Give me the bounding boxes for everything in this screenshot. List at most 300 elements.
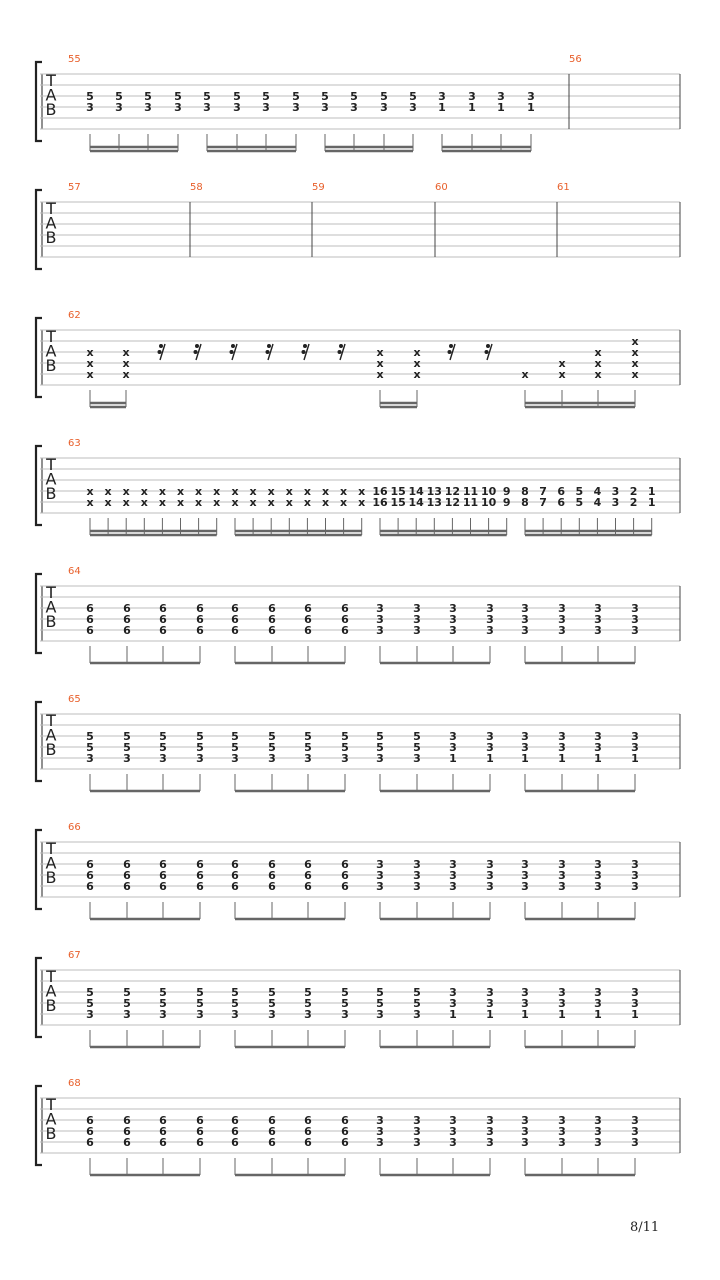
fret-number: 3 xyxy=(449,602,457,615)
fret-number: 3 xyxy=(631,1125,639,1138)
fret-number: 3 xyxy=(594,1136,602,1149)
tab-clef-letter: T xyxy=(46,199,56,218)
fret-number: 3 xyxy=(521,880,529,893)
tab-clef-letter: A xyxy=(45,341,57,361)
fret-number: 3 xyxy=(376,613,384,626)
fret-number: 3 xyxy=(611,496,620,509)
dead-note: x xyxy=(122,357,130,370)
fret-number: 3 xyxy=(304,1008,312,1021)
rest-flag-dot xyxy=(159,344,163,348)
fret-number: 6 xyxy=(196,624,204,637)
fret-number: 1 xyxy=(497,101,505,114)
rest-flag-dot xyxy=(266,350,270,354)
fret-number: 3 xyxy=(468,90,476,103)
fret-number: 3 xyxy=(521,624,529,637)
fret-number: 6 xyxy=(159,602,167,615)
fret-number: 5 xyxy=(123,741,131,754)
fret-number: 6 xyxy=(86,1125,94,1138)
fret-number: 5 xyxy=(231,730,239,743)
fret-number: x xyxy=(213,485,221,498)
fret-number: 2 xyxy=(629,485,638,498)
fret-number: 3 xyxy=(438,90,446,103)
fret-number: 6 xyxy=(304,1125,312,1138)
fret-number: 1 xyxy=(558,752,566,765)
fret-number: 3 xyxy=(631,730,639,743)
fret-number: 6 xyxy=(231,1136,239,1149)
fret-number: x xyxy=(122,496,130,509)
fret-number: 6 xyxy=(304,602,312,615)
fret-number: 1 xyxy=(594,1008,602,1021)
fret-number: 3 xyxy=(413,869,421,882)
tab-clef-letter: B xyxy=(45,996,57,1015)
dead-note: x xyxy=(376,357,384,370)
measure-number: 58 xyxy=(190,182,203,193)
dead-note: x xyxy=(86,346,94,359)
fret-number: 3 xyxy=(449,997,457,1010)
fret-number: x xyxy=(86,496,94,509)
fret-number: 5 xyxy=(376,986,384,999)
fret-number: 3 xyxy=(521,858,529,871)
fret-number: 5 xyxy=(196,986,204,999)
fret-number: 3 xyxy=(486,602,494,615)
fret-number: 3 xyxy=(304,752,312,765)
fret-number: 6 xyxy=(341,613,349,626)
fret-number: x xyxy=(285,485,293,498)
fret-number: 3 xyxy=(558,858,566,871)
fret-number: 6 xyxy=(268,1114,276,1127)
fret-number: 3 xyxy=(341,752,349,765)
fret-number: 6 xyxy=(196,613,204,626)
fret-number: 4 xyxy=(593,485,602,498)
fret-number: x xyxy=(104,496,112,509)
fret-number: 1 xyxy=(486,1008,494,1021)
fret-number: 8 xyxy=(521,496,529,509)
fret-number: x xyxy=(195,496,203,509)
fret-number: 5 xyxy=(575,496,584,509)
fret-number: 10 xyxy=(480,496,497,509)
fret-number: 3 xyxy=(558,997,566,1010)
fret-number: 6 xyxy=(268,869,276,882)
dead-note: x xyxy=(413,346,421,359)
fret-number: 5 xyxy=(268,730,276,743)
fret-number: x xyxy=(176,485,185,498)
fret-number: 6 xyxy=(196,858,204,871)
fret-number: 9 xyxy=(502,485,511,498)
fret-number: 6 xyxy=(196,1136,204,1149)
fret-number: 3 xyxy=(86,101,94,114)
measure-number: 63 xyxy=(68,438,81,449)
fret-number: 3 xyxy=(144,101,152,114)
tab-clef-letter: T xyxy=(46,583,56,602)
measure-number: 60 xyxy=(435,182,448,193)
fret-number: 3 xyxy=(413,858,421,871)
measure-number: 66 xyxy=(68,822,81,833)
fret-number: x xyxy=(321,496,330,509)
fret-number: 6 xyxy=(231,858,239,871)
fret-number: 3 xyxy=(558,1136,566,1149)
fret-number: 5 xyxy=(144,90,152,103)
fret-number: 3 xyxy=(231,1008,239,1021)
fret-number: 5 xyxy=(304,741,312,754)
fret-number: 1 xyxy=(594,752,602,765)
fret-number: 1 xyxy=(558,1008,566,1021)
fret-number: 3 xyxy=(631,613,639,626)
fret-number: 10 xyxy=(480,485,497,498)
fret-number: 3 xyxy=(449,858,457,871)
fret-number: 6 xyxy=(268,602,276,615)
fret-number: 3 xyxy=(611,485,620,498)
tab-clef-letter: A xyxy=(45,469,57,489)
tab-clef-letter: T xyxy=(46,1095,56,1114)
fret-number: 6 xyxy=(341,1114,349,1127)
fret-number: x xyxy=(303,496,311,509)
dead-note: x xyxy=(376,368,384,381)
fret-number: 3 xyxy=(86,1008,94,1021)
rest-flag-dot xyxy=(303,344,307,348)
fret-number: 3 xyxy=(558,730,566,743)
fret-number: 6 xyxy=(196,1125,204,1138)
fret-number: 1 xyxy=(631,752,639,765)
fret-number: 1 xyxy=(468,101,476,114)
fret-number: 3 xyxy=(123,752,131,765)
tab-clef-letter: B xyxy=(45,740,57,759)
fret-number: 6 xyxy=(86,624,94,637)
rest-flag-dot xyxy=(230,350,234,354)
fret-number: 3 xyxy=(521,1125,529,1138)
rest-flag-dot xyxy=(195,344,199,348)
fret-number: 5 xyxy=(268,741,276,754)
fret-number: 3 xyxy=(594,986,602,999)
fret-number: 3 xyxy=(594,741,602,754)
fret-number: 6 xyxy=(123,602,131,615)
fret-number: 5 xyxy=(86,730,94,743)
fret-number: 5 xyxy=(350,90,358,103)
rest-flag-dot xyxy=(448,350,452,354)
fret-number: 3 xyxy=(558,613,566,626)
dead-note: x xyxy=(631,357,639,370)
fret-number: 6 xyxy=(123,869,131,882)
dead-note: x xyxy=(631,346,639,359)
fret-number: 6 xyxy=(341,1136,349,1149)
fret-number: 13 xyxy=(426,496,442,509)
fret-number: 3 xyxy=(376,624,384,637)
fret-number: 3 xyxy=(521,997,529,1010)
fret-number: 3 xyxy=(558,880,566,893)
fret-number: 6 xyxy=(231,869,239,882)
fret-number: 6 xyxy=(159,869,167,882)
fret-number: 5 xyxy=(376,741,384,754)
fret-number: 5 xyxy=(123,997,131,1010)
fret-number: 12 xyxy=(444,485,461,498)
fret-number: 3 xyxy=(376,1114,384,1127)
dead-note: x xyxy=(86,357,94,370)
fret-number: 5 xyxy=(341,741,349,754)
fret-number: 6 xyxy=(196,880,204,893)
fret-number: 3 xyxy=(262,101,270,114)
fret-number: 6 xyxy=(304,858,312,871)
rest-flag-dot xyxy=(267,344,271,348)
fret-number: 3 xyxy=(521,602,529,615)
fret-number: 6 xyxy=(268,1136,276,1149)
fret-number: 1 xyxy=(449,752,457,765)
fret-number: 3 xyxy=(409,101,417,114)
dead-note: x xyxy=(86,368,94,381)
fret-number: 15 xyxy=(390,485,406,498)
fret-number: 5 xyxy=(413,730,421,743)
fret-number: 6 xyxy=(196,602,204,615)
fret-number: 3 xyxy=(521,730,529,743)
fret-number: 6 xyxy=(557,496,566,509)
fret-number: 3 xyxy=(521,986,529,999)
fret-number: 6 xyxy=(304,869,312,882)
fret-number: 3 xyxy=(413,613,421,626)
fret-number: 3 xyxy=(449,741,457,754)
tab-clef-letter: A xyxy=(45,213,57,233)
fret-number: 6 xyxy=(123,613,131,626)
fret-number: 3 xyxy=(631,624,639,637)
fret-number: 5 xyxy=(86,741,94,754)
fret-number: 6 xyxy=(341,602,349,615)
tab-clef-letter: B xyxy=(45,868,57,887)
fret-number: 5 xyxy=(159,730,167,743)
dead-note: x xyxy=(521,368,529,381)
fret-number: 3 xyxy=(486,741,494,754)
fret-number: 3 xyxy=(159,752,167,765)
measure-number: 64 xyxy=(68,566,81,577)
fret-number: 1 xyxy=(647,496,656,509)
fret-number: 3 xyxy=(413,880,421,893)
fret-number: x xyxy=(231,485,239,498)
fret-number: 6 xyxy=(86,858,94,871)
dead-note: x xyxy=(122,346,130,359)
fret-number: 5 xyxy=(231,741,239,754)
fret-number: 6 xyxy=(304,624,312,637)
fret-number: 6 xyxy=(123,1125,131,1138)
fret-number: 9 xyxy=(502,496,511,509)
fret-number: 15 xyxy=(390,496,406,509)
fret-number: 5 xyxy=(231,997,239,1010)
fret-number: 6 xyxy=(159,624,167,637)
fret-number: x xyxy=(140,496,148,509)
fret-number: 3 xyxy=(486,1114,494,1127)
fret-number: 5 xyxy=(292,90,300,103)
dead-note: x xyxy=(594,368,602,381)
tab-clef-letter: B xyxy=(45,1124,57,1143)
dead-note: x xyxy=(594,357,602,370)
fret-number: 3 xyxy=(558,986,566,999)
fret-number: x xyxy=(249,496,257,509)
fret-number: 3 xyxy=(413,624,421,637)
fret-number: 6 xyxy=(231,602,239,615)
fret-number: 5 xyxy=(304,730,312,743)
fret-number: 3 xyxy=(521,613,529,626)
fret-number: 5 xyxy=(341,730,349,743)
fret-number: 5 xyxy=(231,986,239,999)
fret-number: x xyxy=(249,485,257,498)
measure-number: 61 xyxy=(557,182,570,193)
dead-note: x xyxy=(122,368,130,381)
fret-number: 3 xyxy=(558,741,566,754)
fret-number: 16 xyxy=(372,485,388,498)
tab-clef-letter: T xyxy=(46,711,56,730)
measure-number: 57 xyxy=(68,182,81,193)
fret-number: 3 xyxy=(449,624,457,637)
fret-number: 3 xyxy=(594,1125,602,1138)
fret-number: 5 xyxy=(123,730,131,743)
fret-number: 3 xyxy=(174,101,182,114)
fret-number: 5 xyxy=(262,90,270,103)
fret-number: 5 xyxy=(203,90,211,103)
fret-number: 3 xyxy=(631,602,639,615)
fret-number: 6 xyxy=(86,613,94,626)
fret-number: 3 xyxy=(631,869,639,882)
tab-clef-letter: T xyxy=(46,455,56,474)
fret-number: 3 xyxy=(86,752,94,765)
fret-number: 3 xyxy=(413,1008,421,1021)
fret-number: 3 xyxy=(631,997,639,1010)
fret-number: 6 xyxy=(159,880,167,893)
fret-number: 3 xyxy=(231,752,239,765)
fret-number: 6 xyxy=(268,858,276,871)
fret-number: 3 xyxy=(449,1114,457,1127)
fret-number: 6 xyxy=(304,880,312,893)
fret-number: 3 xyxy=(521,869,529,882)
fret-number: 6 xyxy=(341,624,349,637)
fret-number: 3 xyxy=(268,1008,276,1021)
fret-number: 3 xyxy=(123,1008,131,1021)
fret-number: 3 xyxy=(594,613,602,626)
dead-note: x xyxy=(631,335,639,348)
rest-flag-dot xyxy=(485,350,489,354)
fret-number: 3 xyxy=(631,1114,639,1127)
fret-number: 5 xyxy=(86,986,94,999)
fret-number: 14 xyxy=(408,485,424,498)
fret-number: 3 xyxy=(594,880,602,893)
fret-number: 6 xyxy=(86,1136,94,1149)
fret-number: 7 xyxy=(539,485,547,498)
fret-number: 3 xyxy=(594,602,602,615)
fret-number: 3 xyxy=(159,1008,167,1021)
tab-clef-letter: A xyxy=(45,725,57,745)
fret-number: 3 xyxy=(449,1136,457,1149)
fret-number: 3 xyxy=(196,752,204,765)
fret-number: 6 xyxy=(268,624,276,637)
fret-number: 8 xyxy=(521,485,529,498)
fret-number: 3 xyxy=(631,1136,639,1149)
fret-number: 6 xyxy=(231,1114,239,1127)
fret-number: 1 xyxy=(527,101,535,114)
fret-number: 3 xyxy=(350,101,358,114)
fret-number: 3 xyxy=(486,880,494,893)
fret-number: 5 xyxy=(233,90,241,103)
fret-number: 3 xyxy=(521,741,529,754)
rest-flag-dot xyxy=(231,344,235,348)
fret-number: 3 xyxy=(203,101,211,114)
fret-number: 6 xyxy=(268,880,276,893)
fret-number: x xyxy=(231,496,239,509)
fret-number: x xyxy=(340,485,348,498)
fret-number: 1 xyxy=(521,752,529,765)
fret-number: x xyxy=(158,485,166,498)
fret-number: 6 xyxy=(268,1125,276,1138)
tab-clef-letter: B xyxy=(45,100,57,119)
fret-number: 3 xyxy=(341,1008,349,1021)
fret-number: x xyxy=(176,496,185,509)
fret-number: 5 xyxy=(380,90,388,103)
fret-number: 2 xyxy=(629,496,638,509)
fret-number: 3 xyxy=(413,1136,421,1149)
fret-number: 5 xyxy=(341,986,349,999)
fret-number: 5 xyxy=(413,997,421,1010)
fret-number: 3 xyxy=(449,613,457,626)
fret-number: x xyxy=(358,485,366,498)
fret-number: 3 xyxy=(594,997,602,1010)
rest-flag-dot xyxy=(194,350,198,354)
fret-number: 6 xyxy=(231,1125,239,1138)
fret-number: 3 xyxy=(558,1125,566,1138)
fret-number: 3 xyxy=(376,1008,384,1021)
fret-number: 5 xyxy=(413,741,421,754)
fret-number: 6 xyxy=(231,880,239,893)
fret-number: 3 xyxy=(449,880,457,893)
fret-number: 6 xyxy=(159,1114,167,1127)
measure-number: 65 xyxy=(68,694,81,705)
fret-number: 6 xyxy=(196,869,204,882)
fret-number: 13 xyxy=(426,485,442,498)
tab-clef-letter: A xyxy=(45,85,57,105)
fret-number: 3 xyxy=(558,869,566,882)
fret-number: 3 xyxy=(521,1114,529,1127)
rest-flag-dot xyxy=(158,350,162,354)
fret-number: 3 xyxy=(521,1136,529,1149)
fret-number: 3 xyxy=(486,1136,494,1149)
tab-clef-letter: T xyxy=(46,71,56,90)
fret-number: 6 xyxy=(304,1114,312,1127)
fret-number: 5 xyxy=(159,741,167,754)
fret-number: 3 xyxy=(594,624,602,637)
fret-number: 3 xyxy=(594,858,602,871)
fret-number: 3 xyxy=(486,997,494,1010)
fret-number: 5 xyxy=(341,997,349,1010)
fret-number: 3 xyxy=(449,869,457,882)
fret-number: 3 xyxy=(233,101,241,114)
fret-number: x xyxy=(140,485,148,498)
fret-number: 4 xyxy=(593,496,602,509)
fret-number: 5 xyxy=(123,986,131,999)
tab-clef-letter: A xyxy=(45,853,57,873)
fret-number: 5 xyxy=(196,730,204,743)
fret-number: 3 xyxy=(449,730,457,743)
measure-number: 62 xyxy=(68,310,81,321)
fret-number: 5 xyxy=(304,986,312,999)
dead-note: x xyxy=(558,357,566,370)
fret-number: 3 xyxy=(376,869,384,882)
fret-number: x xyxy=(195,485,203,498)
fret-number: 3 xyxy=(380,101,388,114)
fret-number: 6 xyxy=(231,624,239,637)
fret-number: 6 xyxy=(159,1136,167,1149)
fret-number: 1 xyxy=(449,1008,457,1021)
dead-note: x xyxy=(594,346,602,359)
tab-clef-letter: B xyxy=(45,484,57,503)
fret-number: 6 xyxy=(304,613,312,626)
fret-number: x xyxy=(285,496,293,509)
fret-number: 3 xyxy=(413,1125,421,1138)
fret-number: 3 xyxy=(486,986,494,999)
fret-number: 6 xyxy=(123,880,131,893)
tab-clef-letter: A xyxy=(45,1109,57,1129)
fret-number: 5 xyxy=(575,485,584,498)
